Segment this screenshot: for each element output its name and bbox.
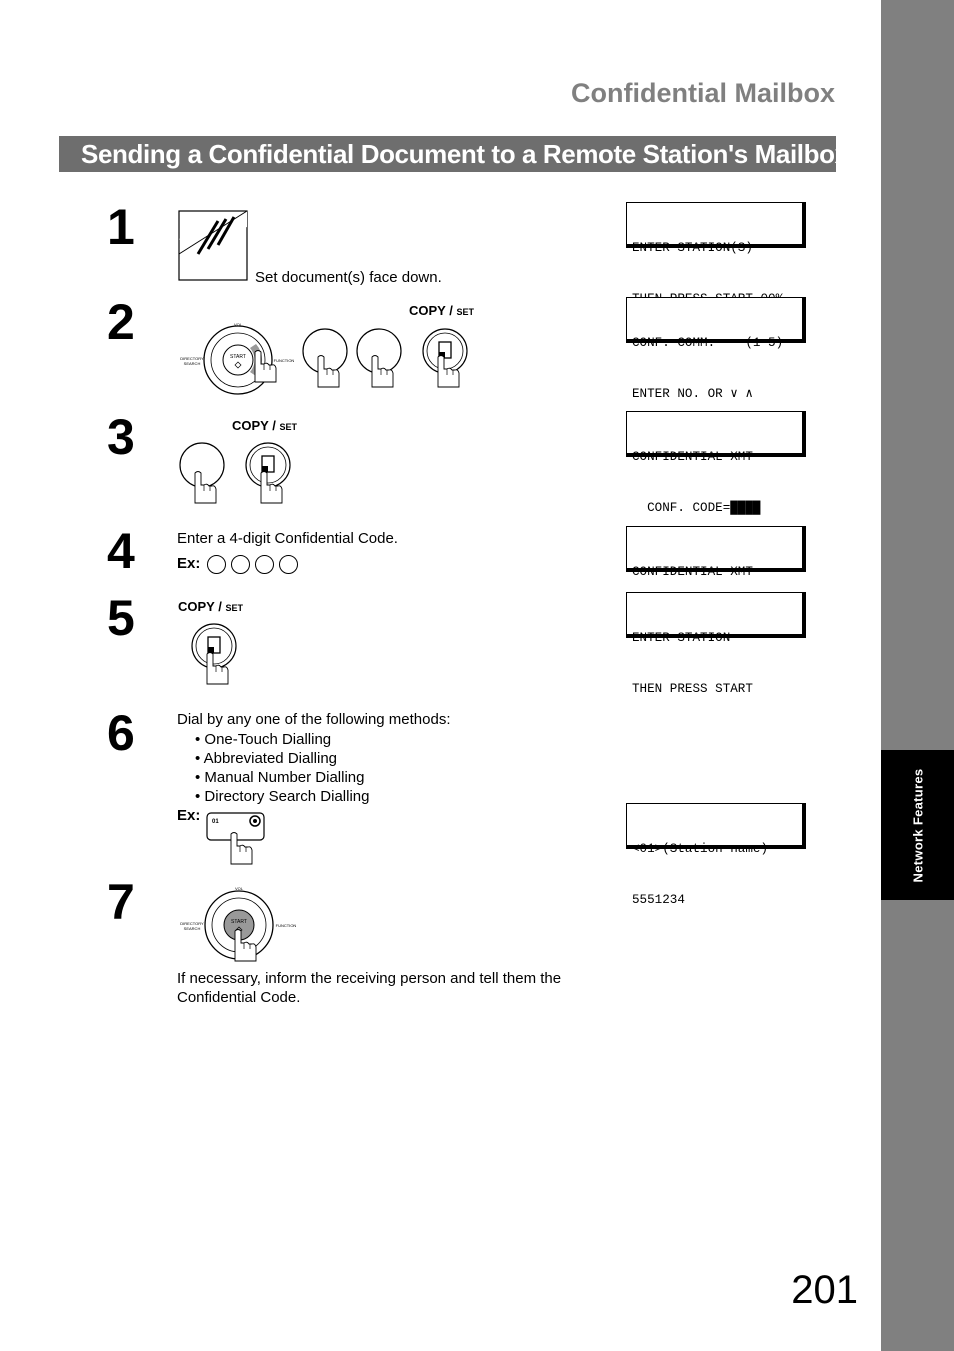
svg-text:SEARCH: SEARCH	[183, 926, 201, 931]
svg-text:VOL: VOL	[233, 322, 243, 327]
lcd-line: CONF. COMM. (1-5)	[632, 336, 784, 350]
number-key-icon[interactable]	[356, 327, 404, 393]
example-label: Ex:	[177, 555, 201, 572]
svg-text:START: START	[230, 354, 246, 360]
step-4-text: Enter a 4-digit Confidential Code.	[177, 530, 398, 547]
side-strip	[881, 0, 954, 1351]
side-tab[interactable]	[881, 750, 954, 900]
one-touch-key-icon[interactable]	[206, 812, 268, 868]
lcd-line: ENTER STATION	[632, 631, 731, 645]
start-button-dial-icon[interactable]	[178, 885, 300, 965]
svg-text:DIRECTORY: DIRECTORY	[180, 356, 204, 361]
lcd-display	[626, 202, 806, 255]
lcd-line: THEN PRESS START	[632, 682, 753, 696]
svg-text:VOL: VOL	[234, 886, 244, 891]
lcd-line: <01>(Station name)	[632, 842, 769, 856]
svg-text:DIRECTORY: DIRECTORY	[180, 921, 204, 926]
section-title: Confidential Mailbox	[570, 78, 835, 108]
number-key-icon[interactable]	[302, 327, 350, 393]
step-7-text: Confidential Code.	[177, 989, 301, 1006]
page-number: 201	[791, 1268, 858, 1312]
number-key-icon[interactable]	[179, 441, 227, 511]
method-list-item: • Manual Number Dialling	[195, 769, 365, 786]
lcd-line: 5551234	[632, 893, 685, 907]
copy-set-label: COPY / SET	[409, 303, 474, 318]
step-number: 2	[107, 294, 135, 350]
method-list-item: • One-Touch Dialling	[195, 731, 332, 748]
method-list-item: • Abbreviated Dialling	[195, 750, 338, 767]
lcd-line: CONFIDENTIAL XMT	[632, 565, 753, 579]
svg-text:FUNCTION: FUNCTION	[273, 358, 295, 363]
step-number: 3	[107, 409, 135, 465]
step-number: 7	[107, 874, 135, 930]
step-7-text: If necessary, inform the receiving person and tell them the	[177, 970, 562, 987]
digit-key-icon	[207, 555, 226, 574]
lcd-display	[626, 526, 806, 579]
step-number: 6	[107, 705, 135, 761]
copy-set-label: COPY / SET	[178, 599, 243, 614]
lcd-line: CONFIDENTIAL XMT	[632, 450, 753, 464]
copy-set-label: COPY / SET	[232, 418, 297, 433]
step-number: 1	[107, 199, 135, 255]
side-tab-label: Network Features	[910, 768, 926, 882]
copy-set-button-icon[interactable]	[422, 327, 470, 393]
lcd-display	[626, 592, 806, 696]
svg-text:SEARCH: SEARCH	[183, 361, 201, 366]
lcd-line: CONF. CODE=████	[632, 501, 761, 515]
lcd-line: ENTER NO. OR ∨ ∧	[632, 387, 753, 401]
digit-key-icon	[279, 555, 298, 574]
svg-text:START: START	[231, 919, 247, 925]
copy-set-button-icon[interactable]	[245, 441, 293, 511]
step-number: 5	[107, 590, 135, 646]
navigation-dial-icon[interactable]	[178, 322, 298, 400]
lcd-display	[626, 297, 806, 401]
document-face-down-icon	[178, 209, 250, 283]
step-6-text: Dial by any one of the following methods:	[177, 711, 451, 728]
digit-key-icon	[255, 555, 274, 574]
step-1-text: Set document(s) face down.	[255, 269, 442, 286]
page-title: Sending a Confidential Document to a Remote Station's Mailbox	[59, 136, 836, 172]
example-label: Ex:	[177, 807, 201, 824]
lcd-line: ENTER STATION(S)	[632, 241, 753, 255]
digit-key-icon	[231, 555, 250, 574]
lcd-display	[626, 411, 806, 515]
method-list-item: • Directory Search Dialling	[195, 788, 370, 805]
lcd-display	[626, 803, 806, 907]
svg-text:01: 01	[212, 819, 219, 825]
copy-set-button-icon[interactable]	[191, 622, 239, 692]
svg-text:FUNCTION: FUNCTION	[275, 923, 297, 928]
step-number: 4	[107, 523, 135, 579]
